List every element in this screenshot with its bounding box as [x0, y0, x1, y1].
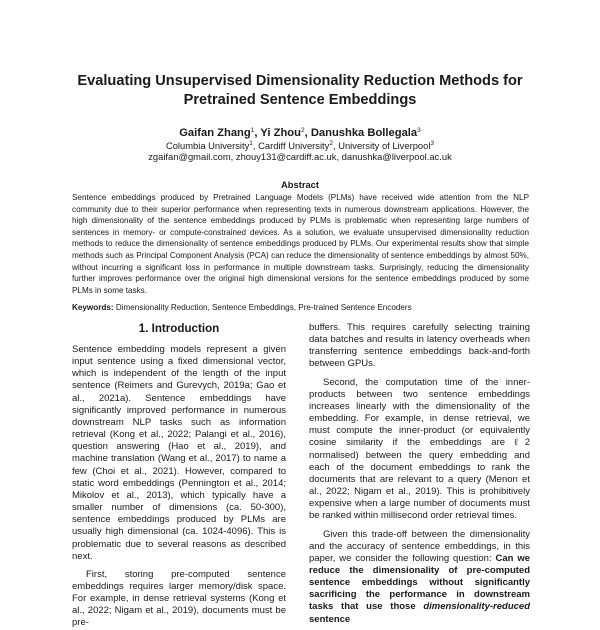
paragraph: buffers. This requires carefully selecting training data batches and results in latency overheads when transferring sentence embeddings back-and-forth between GPUs. [309, 322, 530, 370]
keywords [72, 302, 529, 314]
author-sup: 2 [300, 127, 305, 134]
affiliation-list: Columbia University$^1$, Cardiff University$^2$, University of Liverpool$^3$ [165, 140, 435, 151]
keywords-text: Dimensionality Reduction, Sentence Embeddings, Pre-trained Sentence Encoders [115, 303, 412, 312]
affiliation: Columbia University [165, 140, 250, 151]
affiliation: Cardiff University [258, 140, 330, 151]
abstract-body: Sentence embeddings produced by Pretrained Language Models (PLMs) have received wide attention from the NLP community due to their superior performance when representing texts in numerous downstream applications. However, the high dimensionality of the sentence embeddings produced by PLMs is problematic when representing large numbers of sentences in memory- or compute-constrained devices. As a solution, we evaluate unsupervised dimensionality reduction methods to reduce the dimensionality of sentence embeddings produced by PLMs. Our experimental results show that simple methods such as Principal Component Analysis (PCA) can reduce the dimensionality of sentence embeddings by almost 50%, without incurring a significant loss in performance in multiple downstream tasks. Surprisingly, reducing the dimensionality further improves performance over the original high dimensional versions for the sentence embeddings produced by some PLMs in some tasks. [72, 193, 529, 295]
research-question-tail: sentence [309, 613, 351, 625]
affiliation: University of Liverpool [338, 140, 431, 151]
affiliation-sup: 3 [430, 140, 435, 147]
author-sup: 1 [250, 127, 255, 134]
right-column [309, 322, 530, 626]
affiliation-sup: 1 [249, 140, 253, 147]
title-line-1: Evaluating Unsupervised Dimensionality Reduction Methods for [77, 73, 523, 89]
left-column [72, 344, 286, 630]
paragraph [309, 529, 530, 626]
research-question-emphasis: dimensionality-reduced [423, 601, 530, 613]
section-heading-introduction: 1. Introduction [138, 322, 220, 335]
paragraph-text: Given this trade-off between the dimensionality and the accuracy of sentence embeddings, in this paper, we consider the following question: [309, 528, 530, 564]
author-name: Danushka Bollegala [310, 127, 418, 139]
author-list: Gaifan Zhang$^1$, Yi Zhou$^2$, Danushka Bollegala$^3$ [179, 127, 421, 139]
paper-title [40, 72, 560, 110]
author-name: Gaifan Zhang [179, 127, 251, 139]
title-line-2: Pretrained Sentence Embeddings [183, 92, 417, 108]
author-name: Yi Zhou [260, 127, 301, 139]
keywords-label: Keywords: [72, 303, 114, 312]
research-question: Can we reduce the dimensionality of pre-computed sentence embeddings without significantly sacrificing the performance in downstream tasks that use those [309, 552, 531, 613]
paragraph: Second, the computation time of the inner-products between two sentence embeddings increases linearly with the dimensionality of the embedding. For example, in dense retrieval, we must compute the inner-product (or equivalently cosine similarity if the embeddings are ℓ2 normalised) between the query embedding and each of the document embeddings to rank the documents that are relevant to a query (Menon et al., 2022; Nigam et al., 2019). This is prohibitively expensive when a large number of documents must be ranked within millisecond order retrieval times. [309, 376, 530, 522]
abstract-heading: Abstract [280, 179, 320, 190]
author-sup: 3 [417, 127, 421, 134]
paragraph: First, storing pre-computed sentence embeddings requires larger memory/disk space. For example, in dense retrieval systems (Kong et al., 2022; Nigam et al., 2019), documents must be pre- [72, 568, 286, 629]
paragraph: Sentence embedding models represent a given input sentence using a fixed dimensional vector, which is independent of the length of the input sentence (Reimers and Gurevych, 2019a; Gao et al., 2021a). Sentence embeddings have significantly improved performance in numerous downstream NLP tasks such as information retrieval (Kong et al., 2022; Palangi et al., 2016), question answering (Hao et al., 2019), and machine translation (Wang et al., 2017) to name a few (Choi et al., 2021). However, compared to static word embeddings (Pennington et al., 2014; Mikolov et al., 2013), which typically have a smaller number of dimensions (ca. 50-300), sentence embeddings produced by PLMs are usually high dimensional (ca. 1024-4096). This is problematic due to several reasons as described next. [72, 344, 286, 562]
author-emails: zgaifan@gmail.com, zhouy131@cardiff.ac.uk, danushka@liverpool.ac.uk [148, 151, 452, 162]
affiliation-sup: 2 [329, 140, 333, 147]
